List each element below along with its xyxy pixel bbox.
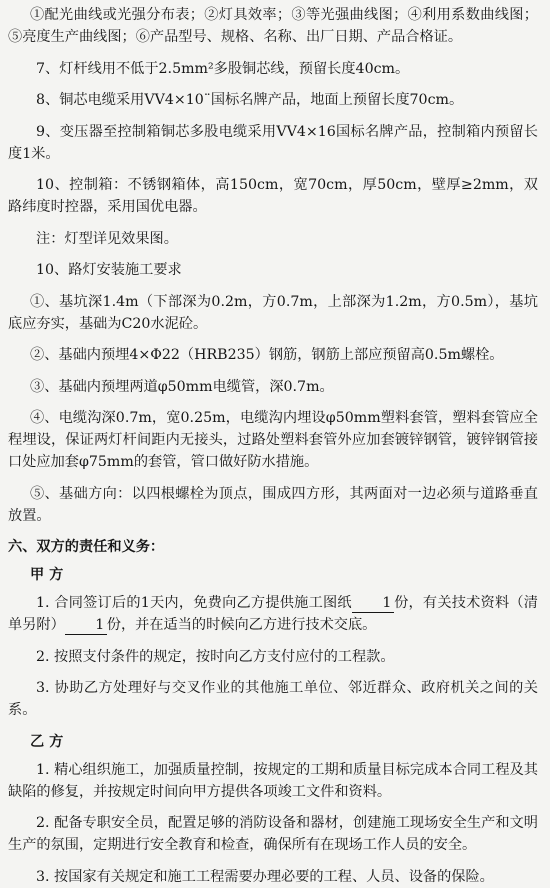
- paragraph-foundation-pit: ①、基坑深1.4m（下部深为0.2m，方0.7m，上部深为1.2m，方0.5m），基坑底应夯实，基础为C20水泥砼。: [8, 293, 538, 332]
- paragraph-transformer-cable: 9、变压器至控制箱铜芯多股电缆采用VV4×16国标名牌产品，控制箱内预留长度1米。: [8, 123, 538, 162]
- fill-blank-tech-docs: 1: [65, 617, 107, 635]
- paragraph-foundation-direction: ⑤、基础方向：以四根螺栓为顶点，围成四方形，其两面对一边必须与道路垂直放置。: [8, 485, 538, 524]
- party-a-item-1-text: 1. 合同签订后的1天内，免费向乙方提供施工图纸: [36, 595, 352, 611]
- party-b-item-2: 2. 配备专职安全员，配置足够的消防设备和器材，创建施工现场安全生产和文明生产的氛围，定期进行安全教育和检查，确保所有在现场工作人员的安全。: [8, 815, 538, 853]
- paragraph-note: 注：灯型详见效果图。: [36, 230, 178, 247]
- fill-blank-drawings: 1: [352, 595, 394, 613]
- section-heading: 六、双方的责任和义务：: [8, 539, 165, 555]
- party-a-item-1: [8, 592, 538, 636]
- party-a-item-2: 2. 按照支付条件的规定，按时向乙方支付应付的工程款。: [36, 648, 395, 665]
- party-a-item-1-text-mid: 份，有关技术资料（清单另附）: [8, 595, 538, 633]
- paragraph-product-docs: ①配光曲线或光强分布表；②灯具效率；③等光强曲线图；④利用系数曲线图；⑤亮度生产曲线图；⑥产品型号、规格、名称、出厂日期、产品合格证。: [8, 7, 538, 45]
- party-b-item-1: 1. 精心组织施工，加强质量控制，按规定的工期和质量目标完成本合同工程及其缺陷的修复，并按规定时间向甲方提供各项竣工文件和资料。: [8, 761, 538, 800]
- party-b-title: 乙 方: [30, 733, 64, 750]
- paragraph-control-box: 10、控制箱：不锈钢箱体，高150cm，宽70cm，厚50cm，壁厚≥2mm，双路纬度时控器，采用国优电器。: [8, 177, 538, 215]
- paragraph-pole-wire: 7、灯杆线用不低于2.5mm²多股铜芯线，预留长度40cm。: [36, 60, 410, 77]
- party-a-item-3: 3. 协助乙方处理好与交叉作业的其他施工单位、邻近群众、政府机关之间的关系。: [8, 680, 538, 718]
- paragraph-cable-pipe: ③、基础内预埋两道φ50mm电缆管，深0.7m。: [30, 378, 334, 395]
- paragraph-copper-cable: 8、铜芯电缆采用VV4×10¨国标名牌产品，地面上预留长度70cm。: [36, 92, 464, 108]
- paragraph-cable-trench: ④、电缆沟深0.7m，宽0.25m，电缆沟内埋设φ50mm塑料套管，塑料套管应全程埋设，保证两灯杆间距内无接头，过路处塑料套管外应加套镀锌钢管，镀锌钢管接口处应加套φ75mm的套管，管口做好防水措施。: [8, 410, 538, 470]
- party-b-item-3: 3. 按国家有关规定和施工工程需要办理必要的工程、人员、设备的保险。: [36, 868, 494, 885]
- party-a-item-1-text-end: 份，并在适当的时候向乙方进行技术交底。: [106, 617, 377, 633]
- party-a-title: 甲 方: [30, 567, 64, 583]
- paragraph-rebar: ②、基础内预埋4×Φ22（HRB235）钢筋，钢筋上部应预留高0.5m螺栓。: [30, 347, 504, 363]
- paragraph-install-title: 10、路灯安装施工要求: [36, 262, 182, 278]
